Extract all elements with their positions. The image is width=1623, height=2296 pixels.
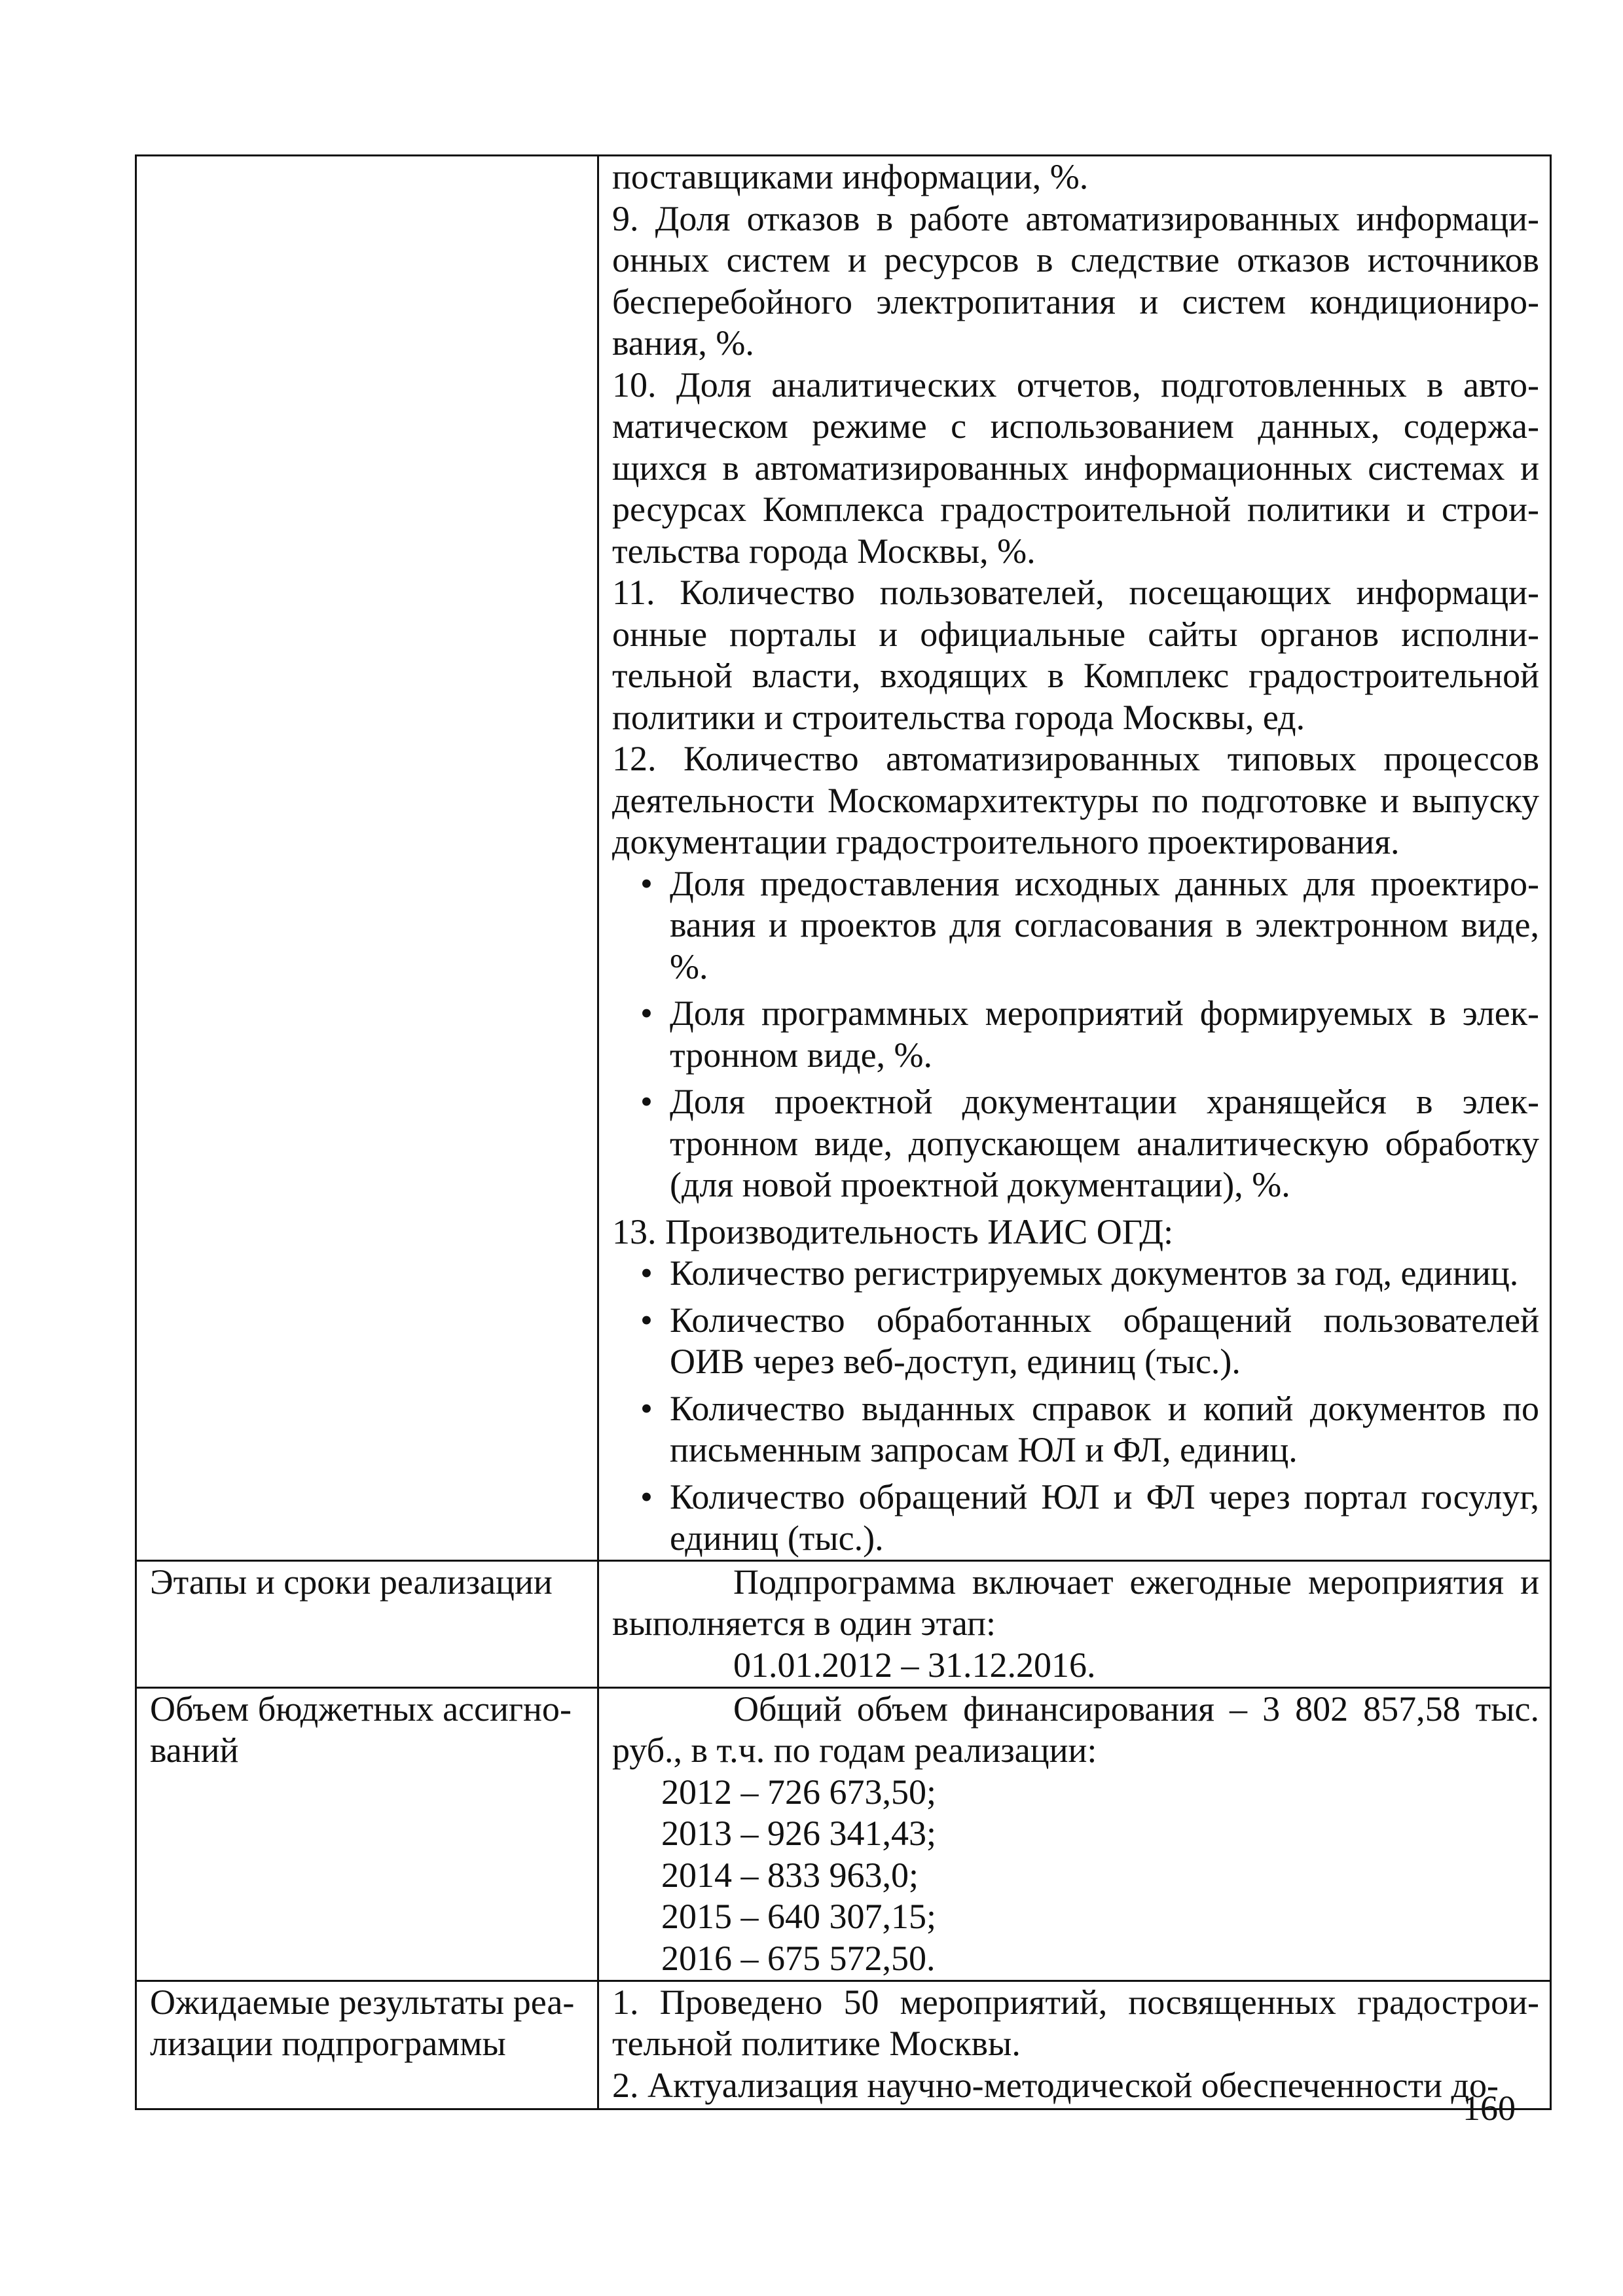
list-item: • Количество выданных справок и копий документов по письменным запросам ЮЛ и ФЛ, единиц.	[670, 1388, 1539, 1471]
indicator-13-bullets	[612, 1253, 1539, 1560]
budget-year: 2014 – 833 963,0;	[661, 1855, 919, 1895]
list-item: • Количество обработанных обращений пользователей ОИВ через веб-доступ, единиц (тыс.).	[670, 1300, 1539, 1383]
passport-table	[135, 154, 1552, 2110]
table-row	[136, 1981, 1551, 2109]
budget-cell	[598, 1687, 1551, 1981]
results-cell	[598, 1981, 1551, 2109]
label-cell-empty	[136, 156, 598, 1561]
indicator-12-bullets	[612, 863, 1539, 1206]
table-row	[136, 1687, 1551, 1981]
indicator-8-tail: поставщиками информации, %.	[612, 157, 1089, 196]
stages-cell	[598, 1560, 1551, 1687]
indicator-11: 11. Количество пользователей, посещающих информационные порталы и официальные сайты органов исполнительной власти, входящих в Комплекс градостроительной политики и строительства города Москвы, ед.	[612, 573, 1539, 737]
budget-year: 2015 – 640 307,15;	[661, 1897, 937, 1936]
result-1: 1. Проведено 50 мероприятий, посвященных градостроительной политике Москвы.	[612, 1982, 1539, 2063]
page-number: 160	[1463, 2089, 1516, 2128]
indicator-10: 10. Доля аналитических отчетов, подготовленных в автоматическом режиме с использованием данных, содержащихся в автоматизированных информационных системах и ресурсах Комплекса градостроительной политики и строительства города Москвы, %.	[612, 365, 1539, 571]
budget-year: 2012 – 726 673,50;	[661, 1772, 937, 1812]
budget-year: 2013 – 926 341,43;	[661, 1814, 937, 1853]
stages-dates: 01.01.2012 – 31.12.2016.	[733, 1645, 1096, 1685]
list-item: • Количество обращений ЮЛ и ФЛ через портал госулуг, единиц (тыс.).	[670, 1477, 1539, 1560]
result-2: 2. Актуализация научно-методической обеспеченности до-	[612, 2065, 1499, 2105]
budget-label: Объем бюджетных ассигнований	[136, 1687, 598, 1981]
table-row	[136, 1560, 1551, 1687]
list-item: • Доля программных мероприятий формируемых в электронном виде, %.	[670, 993, 1539, 1076]
list-item: • Доля проектной документации хранящейся в электронном виде, допускающем аналитическую обработку (для новой проектной документации), %.	[670, 1081, 1539, 1206]
indicators-cell	[598, 156, 1551, 1561]
stages-text: Подпрограмма включает ежегодные мероприятия и выполняется в один этап:	[612, 1562, 1539, 1643]
list-item: • Количество регистрируемых документов за год, единиц.	[670, 1253, 1539, 1295]
indicator-12: 12. Количество автоматизированных типовых процессов деятельности Москомархитектуры по подготовке и выпуску документации градостроительного проектирования.	[612, 739, 1539, 861]
table-row	[136, 156, 1551, 1561]
indicator-9: 9. Доля отказов в работе автоматизированных информационных систем и ресурсов в следствие отказов источников бесперебойного электропитания и систем кондиционирования, %.	[612, 198, 1539, 363]
budget-text: Общий объем финансирования – 3 802 857,58 тыс. руб., в т.ч. по годам реализации:	[612, 1689, 1539, 1770]
list-item: • Доля предоставления исходных данных для проектирования и проектов для согласования в электронном виде, %.	[670, 863, 1539, 988]
stages-label: Этапы и сроки реализации	[136, 1560, 598, 1687]
results-label: Ожидаемые результаты реализации подпрограммы	[136, 1981, 598, 2109]
budget-year: 2016 – 675 572,50.	[661, 1938, 936, 1978]
indicator-13: 13. Производительность ИАИС ОГД:	[612, 1211, 1174, 1251]
